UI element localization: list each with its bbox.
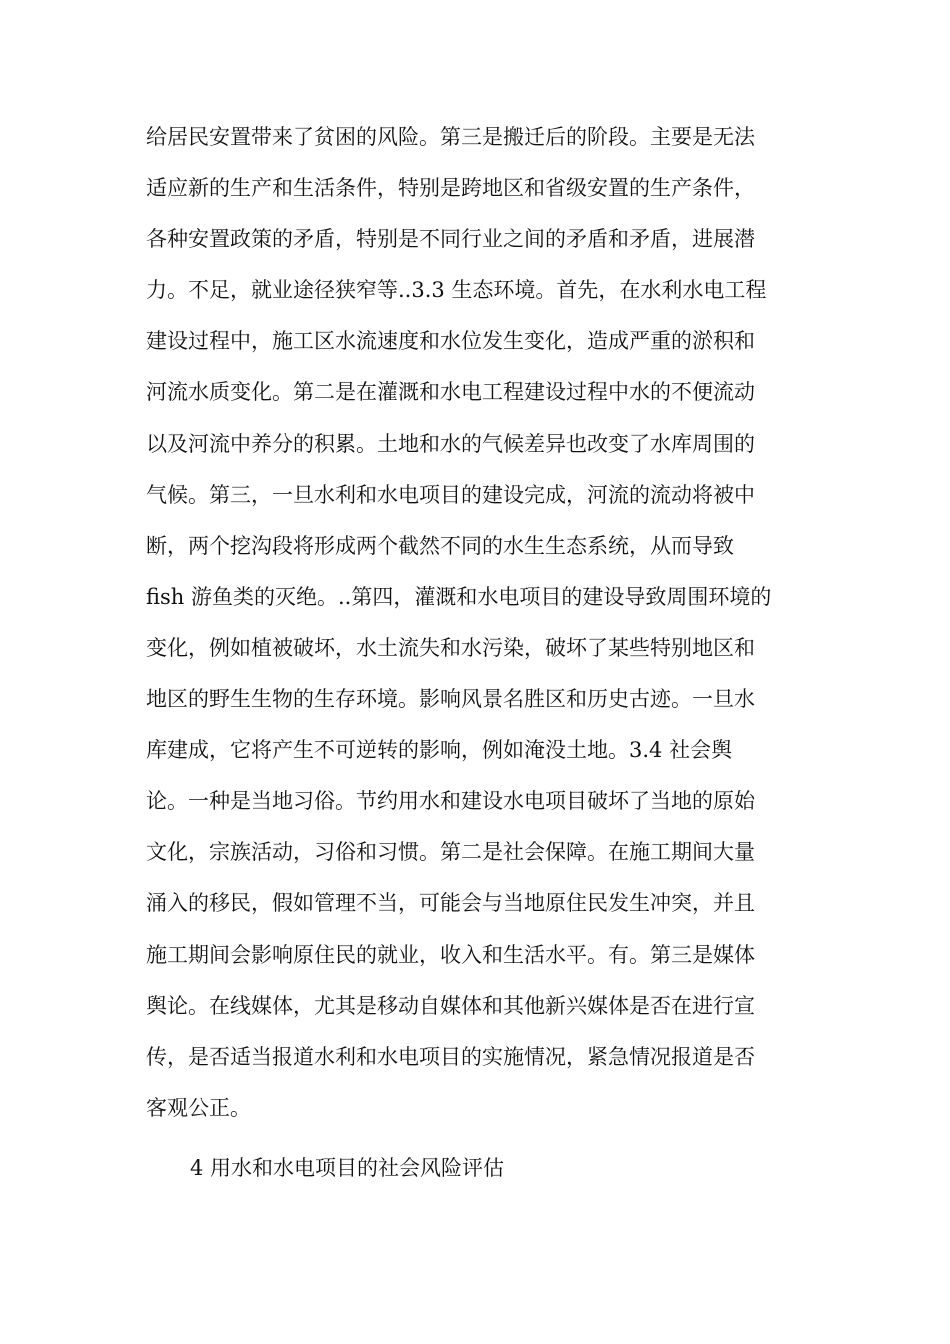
text-line: 河流水质变化。第二是在灌溉和水电工程建设过程中水的不便流动 xyxy=(146,380,755,405)
text-line: fish 游鱼类的灭绝。..第四，灌溉和水电项目的建设导致周围环境的 xyxy=(146,584,772,609)
text-line: 建设过程中，施工区水流速度和水位发生变化，造成严重的淤积和 xyxy=(146,329,755,354)
text-line: 断，两个挖沟段将形成两个截然不同的水生生态系统，从而导致 xyxy=(146,533,734,558)
text-line: 变化，例如植被破坏，水土流失和水污染，破坏了某些特别地区和 xyxy=(146,635,755,660)
body-paragraph xyxy=(146,119,816,1141)
text-line: 舆论。在线媒体，尤其是移动自媒体和其他新兴媒体是否在进行宣 xyxy=(146,993,755,1018)
text-line: 以及河流中养分的积累。土地和水的气候差异也改变了水库周围的 xyxy=(146,431,755,456)
text-line: 施工期间会影响原住民的就业，收入和生活水平。有。第三是媒体 xyxy=(146,942,755,967)
text-line: 库建成，它将产生不可逆转的影响，例如淹没土地。3.4 社会舆 xyxy=(146,738,733,763)
text-line: 适应新的生产和生活条件，特别是跨地区和省级安置的生产条件， xyxy=(146,176,755,201)
text-line: 给居民安置带来了贫困的风险。第三是搬迁后的阶段。主要是无法 xyxy=(146,125,755,149)
text-line: 传，是否适当报道水利和水电项目的实施情况，紧急情况报道是否 xyxy=(146,1044,755,1069)
text-line: 客观公正。 xyxy=(146,1095,251,1120)
text-line: 力。不足，就业途径狭窄等..3.3 生态环境。首先，在水利水电工程 xyxy=(146,278,767,303)
text-line: 涌入的移民，假如管理不当，可能会与当地原住民发生冲突，并且 xyxy=(146,891,755,916)
text-line: 地区的野生生物的生存环境。影响风景名胜区和历史古迹。一旦水 xyxy=(146,687,755,712)
section-heading: 4 用水和水电项目的社会风险评估 xyxy=(190,1156,505,1180)
text-line: 文化，宗族活动，习俗和习惯。第二是社会保障。在施工期间大量 xyxy=(146,840,755,865)
text-line: 气候。第三，一旦水利和水电项目的建设完成，河流的流动将被中 xyxy=(146,482,755,507)
text-line: 各种安置政策的矛盾，特别是不同行业之间的矛盾和矛盾，进展潜 xyxy=(146,227,755,252)
text-line: 论。一种是当地习俗。节约用水和建设水电项目破坏了当地的原始 xyxy=(146,789,755,814)
